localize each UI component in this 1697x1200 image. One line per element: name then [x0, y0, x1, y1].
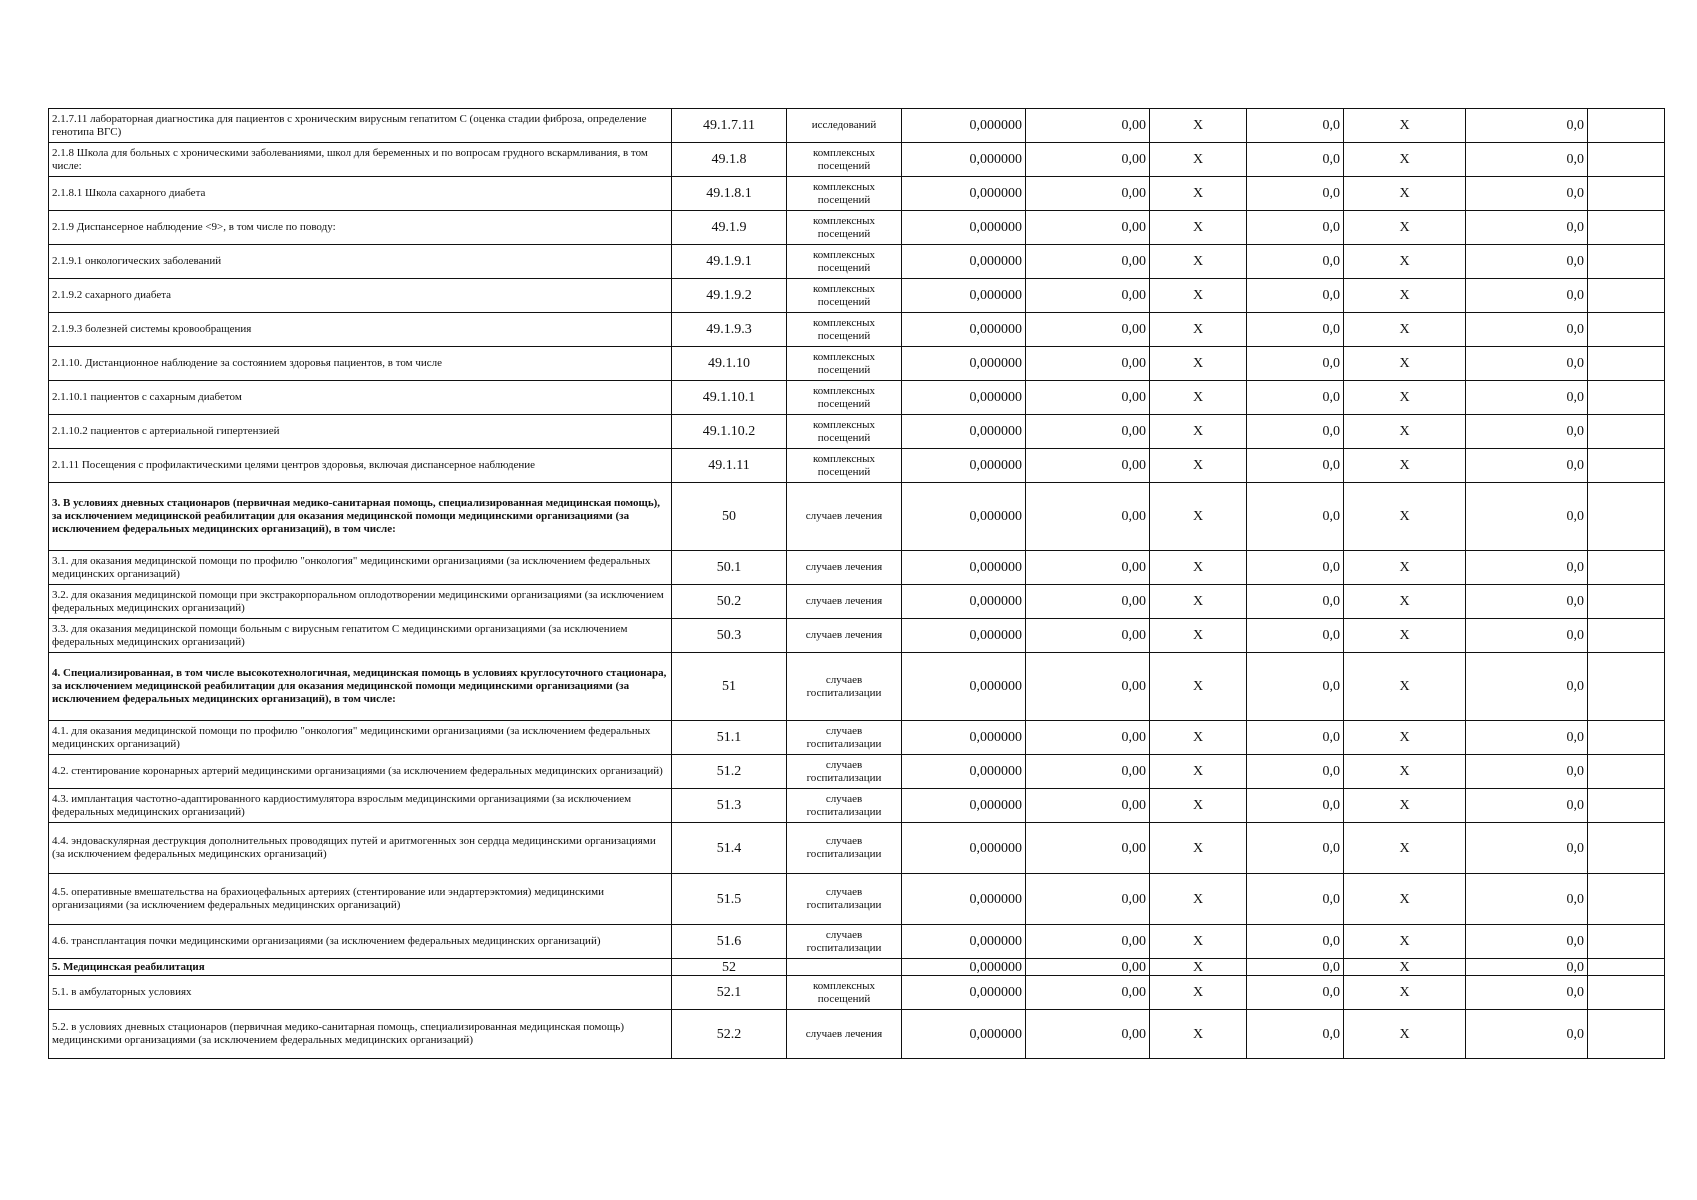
row-unit-cell: случаев госпитализации: [787, 823, 902, 874]
table-row: [49, 721, 1665, 755]
row-unit-cell: случаев госпитализации: [787, 653, 902, 721]
row-value-oms-cell: 0,0: [1466, 381, 1588, 415]
row-value-oms-cell: 0,0: [1466, 874, 1588, 925]
row-value-cost-cell: 0,00: [1026, 381, 1150, 415]
row-value-oms-cell: 0,0: [1466, 976, 1588, 1010]
row-empty-cell: [1588, 976, 1665, 1010]
data-table: [48, 108, 1665, 1059]
row-value-norm-cell: 0,000000: [902, 449, 1026, 483]
row-value-cost-cell: 0,00: [1026, 959, 1150, 976]
row-value-cost-cell: 0,00: [1026, 721, 1150, 755]
row-unit-cell: комплексных посещений: [787, 211, 902, 245]
row-x-mark-cell: X: [1344, 211, 1466, 245]
row-code-cell: 49.1.11: [672, 449, 787, 483]
row-name-cell: 4.2. стентирование коронарных артерий медицинскими организациями (за исключением федеральных медицинских организаций): [49, 755, 672, 789]
row-value-norm-cell: 0,000000: [902, 415, 1026, 449]
row-value-cost-cell: 0,00: [1026, 585, 1150, 619]
row-unit-cell: [787, 959, 902, 976]
row-x-mark-cell: X: [1344, 619, 1466, 653]
row-value-cost-cell: 0,00: [1026, 874, 1150, 925]
row-unit-cell: комплексных посещений: [787, 381, 902, 415]
row-value-cost-cell: 0,00: [1026, 755, 1150, 789]
row-code-cell: 49.1.9.3: [672, 313, 787, 347]
table-row: [49, 959, 1665, 976]
row-empty-cell: [1588, 381, 1665, 415]
row-empty-cell: [1588, 874, 1665, 925]
row-empty-cell: [1588, 449, 1665, 483]
row-name-cell: 4.3. имплантация частотно-адаптированного кардиостимулятора взрослым медицинскими организациями (за исключением федеральных медицинских организаций): [49, 789, 672, 823]
row-x-mark-cell: X: [1344, 653, 1466, 721]
row-empty-cell: [1588, 721, 1665, 755]
row-unit-cell: случаев лечения: [787, 483, 902, 551]
row-x-mark-cell: X: [1344, 925, 1466, 959]
row-x-mark-cell: X: [1150, 449, 1247, 483]
row-unit-cell: исследований: [787, 109, 902, 143]
row-value-norm-cell: 0,000000: [902, 381, 1026, 415]
row-value-cost-cell: 0,00: [1026, 109, 1150, 143]
row-value-oms-cell: 0,0: [1466, 313, 1588, 347]
row-value-norm-cell: 0,000000: [902, 585, 1026, 619]
row-value-cost-cell: 0,00: [1026, 449, 1150, 483]
row-x-mark-cell: X: [1150, 177, 1247, 211]
row-value-cost-cell: 0,00: [1026, 789, 1150, 823]
row-x-mark-cell: X: [1344, 415, 1466, 449]
row-x-mark-cell: X: [1344, 313, 1466, 347]
row-name-cell: 2.1.9 Диспансерное наблюдение <9>, в том числе по поводу:: [49, 211, 672, 245]
row-code-cell: 50.1: [672, 551, 787, 585]
row-empty-cell: [1588, 789, 1665, 823]
row-name-cell: 4.5. оперативные вмешательства на брахиоцефальных артериях (стентирование или эндартерэктомия) медицинскими организациями (за исключением федеральных медицинских организаций): [49, 874, 672, 925]
table-row: [49, 823, 1665, 874]
row-value-cost-cell: 0,00: [1026, 551, 1150, 585]
row-code-cell: 49.1.9.2: [672, 279, 787, 313]
row-value-cost-cell: 0,00: [1026, 415, 1150, 449]
row-name-cell: 3. В условиях дневных стационаров (первичная медико-санитарная помощь, специализированная медицинская помощь), за исключением медицинской реабилитации для оказания медицинской помощи медицинскими организациями (за исключением федеральных медицинских организаций), в том числе:: [49, 483, 672, 551]
row-empty-cell: [1588, 959, 1665, 976]
row-name-cell: 4. Специализированная, в том числе высокотехнологичная, медицинская помощь в условиях круглосуточного стационара, за исключением медицинской реабилитации для оказания медицинской помощи медицинскими организациями (за исключением федеральных медицинских организаций), в том числе:: [49, 653, 672, 721]
row-code-cell: 50.2: [672, 585, 787, 619]
row-code-cell: 51.4: [672, 823, 787, 874]
row-x-mark-cell: X: [1150, 619, 1247, 653]
row-name-cell: 4.4. эндоваскулярная деструкция дополнительных проводящих путей и аритмогенных зон сердца медицинскими организациями (за исключением федеральных медицинских организаций): [49, 823, 672, 874]
row-value-cost-cell: 0,00: [1026, 313, 1150, 347]
row-value-cost-cell: 0,00: [1026, 823, 1150, 874]
row-x-mark-cell: X: [1344, 585, 1466, 619]
row-unit-cell: комплексных посещений: [787, 279, 902, 313]
row-value-oms-cell: 0,0: [1466, 143, 1588, 177]
row-x-mark-cell: X: [1150, 245, 1247, 279]
row-code-cell: 49.1.10.1: [672, 381, 787, 415]
row-value-norm-cell: 0,000000: [902, 823, 1026, 874]
row-empty-cell: [1588, 619, 1665, 653]
row-value-norm-cell: 0,000000: [902, 313, 1026, 347]
row-x-mark-cell: X: [1344, 279, 1466, 313]
row-value-norm-cell: 0,000000: [902, 789, 1026, 823]
row-code-cell: 49.1.7.11: [672, 109, 787, 143]
table-row: [49, 449, 1665, 483]
row-unit-cell: случаев госпитализации: [787, 755, 902, 789]
row-x-mark-cell: X: [1344, 143, 1466, 177]
row-unit-cell: случаев госпитализации: [787, 874, 902, 925]
row-x-mark-cell: X: [1344, 551, 1466, 585]
row-unit-cell: комплексных посещений: [787, 313, 902, 347]
row-value-cost-cell: 0,00: [1026, 925, 1150, 959]
table-row: [49, 874, 1665, 925]
row-value-oms-cell: 0,0: [1466, 755, 1588, 789]
row-name-cell: 3.1. для оказания медицинской помощи по профилю "онкология" медицинскими организациями (за исключением федеральных медицинских организаций): [49, 551, 672, 585]
table-row: [49, 109, 1665, 143]
row-value-norm-cell: 0,000000: [902, 976, 1026, 1010]
row-value-cost-cell: 0,00: [1026, 483, 1150, 551]
row-value-norm-cell: 0,000000: [902, 211, 1026, 245]
row-value-norm-cell: 0,000000: [902, 551, 1026, 585]
row-value-cost-cell: 0,00: [1026, 177, 1150, 211]
row-value-norm-cell: 0,000000: [902, 347, 1026, 381]
row-x-mark-cell: X: [1344, 245, 1466, 279]
row-name-cell: 2.1.8.1 Школа сахарного диабета: [49, 177, 672, 211]
row-value-norm-cell: 0,000000: [902, 653, 1026, 721]
row-x-mark-cell: X: [1150, 211, 1247, 245]
row-empty-cell: [1588, 585, 1665, 619]
row-value-cost-cell: 0,00: [1026, 347, 1150, 381]
row-value-budget-cell: 0,0: [1247, 415, 1344, 449]
row-unit-cell: случаев госпитализации: [787, 925, 902, 959]
row-x-mark-cell: X: [1150, 823, 1247, 874]
row-value-budget-cell: 0,0: [1247, 143, 1344, 177]
row-x-mark-cell: X: [1150, 415, 1247, 449]
row-x-mark-cell: X: [1150, 381, 1247, 415]
row-name-cell: 2.1.9.2 сахарного диабета: [49, 279, 672, 313]
row-empty-cell: [1588, 245, 1665, 279]
table-row: [49, 483, 1665, 551]
row-value-oms-cell: 0,0: [1466, 347, 1588, 381]
row-name-cell: 2.1.9.1 онкологических заболеваний: [49, 245, 672, 279]
row-value-norm-cell: 0,000000: [902, 279, 1026, 313]
table-row: [49, 653, 1665, 721]
table-row: [49, 381, 1665, 415]
row-x-mark-cell: X: [1344, 381, 1466, 415]
row-name-cell: 4.6. трансплантация почки медицинскими организациями (за исключением федеральных медицинских организаций): [49, 925, 672, 959]
row-value-oms-cell: 0,0: [1466, 279, 1588, 313]
row-value-oms-cell: 0,0: [1466, 959, 1588, 976]
table-row: [49, 976, 1665, 1010]
table-row: [49, 143, 1665, 177]
row-value-budget-cell: 0,0: [1247, 959, 1344, 976]
row-value-cost-cell: 0,00: [1026, 619, 1150, 653]
row-empty-cell: [1588, 551, 1665, 585]
row-value-oms-cell: 0,0: [1466, 1010, 1588, 1059]
row-code-cell: 51.6: [672, 925, 787, 959]
row-x-mark-cell: X: [1150, 279, 1247, 313]
table-body: [49, 109, 1665, 1059]
row-unit-cell: случаев госпитализации: [787, 721, 902, 755]
table-row: [49, 551, 1665, 585]
row-value-oms-cell: 0,0: [1466, 109, 1588, 143]
row-value-norm-cell: 0,000000: [902, 619, 1026, 653]
row-x-mark-cell: X: [1344, 449, 1466, 483]
row-unit-cell: комплексных посещений: [787, 976, 902, 1010]
row-code-cell: 50: [672, 483, 787, 551]
table-row: [49, 279, 1665, 313]
row-empty-cell: [1588, 755, 1665, 789]
row-value-cost-cell: 0,00: [1026, 1010, 1150, 1059]
row-value-oms-cell: 0,0: [1466, 177, 1588, 211]
row-value-oms-cell: 0,0: [1466, 653, 1588, 721]
row-value-budget-cell: 0,0: [1247, 551, 1344, 585]
row-name-cell: 2.1.10.2 пациентов с артериальной гипертензией: [49, 415, 672, 449]
table-row: [49, 177, 1665, 211]
row-name-cell: 3.3. для оказания медицинской помощи больным с вирусным гепатитом С медицинскими организациями (за исключением федеральных медицинских организаций): [49, 619, 672, 653]
row-x-mark-cell: X: [1344, 976, 1466, 1010]
row-x-mark-cell: X: [1150, 1010, 1247, 1059]
row-value-norm-cell: 0,000000: [902, 1010, 1026, 1059]
row-unit-cell: комплексных посещений: [787, 143, 902, 177]
row-value-budget-cell: 0,0: [1247, 211, 1344, 245]
row-x-mark-cell: X: [1344, 959, 1466, 976]
row-value-budget-cell: 0,0: [1247, 313, 1344, 347]
row-empty-cell: [1588, 347, 1665, 381]
row-value-budget-cell: 0,0: [1247, 874, 1344, 925]
row-x-mark-cell: X: [1150, 959, 1247, 976]
row-value-budget-cell: 0,0: [1247, 721, 1344, 755]
row-x-mark-cell: X: [1150, 109, 1247, 143]
row-x-mark-cell: X: [1150, 755, 1247, 789]
row-name-cell: 4.1. для оказания медицинской помощи по профилю "онкология" медицинскими организациями (за исключением федеральных медицинских организаций): [49, 721, 672, 755]
row-value-norm-cell: 0,000000: [902, 959, 1026, 976]
row-value-norm-cell: 0,000000: [902, 143, 1026, 177]
table-row: [49, 619, 1665, 653]
row-code-cell: 51: [672, 653, 787, 721]
row-value-oms-cell: 0,0: [1466, 721, 1588, 755]
row-name-cell: 2.1.10.1 пациентов с сахарным диабетом: [49, 381, 672, 415]
table-row: [49, 585, 1665, 619]
row-code-cell: 51.1: [672, 721, 787, 755]
row-value-oms-cell: 0,0: [1466, 245, 1588, 279]
row-unit-cell: случаев лечения: [787, 585, 902, 619]
row-code-cell: 52.1: [672, 976, 787, 1010]
row-x-mark-cell: X: [1150, 789, 1247, 823]
row-code-cell: 49.1.9.1: [672, 245, 787, 279]
row-value-norm-cell: 0,000000: [902, 483, 1026, 551]
row-x-mark-cell: X: [1150, 925, 1247, 959]
table-row: [49, 347, 1665, 381]
row-x-mark-cell: X: [1150, 874, 1247, 925]
row-value-norm-cell: 0,000000: [902, 109, 1026, 143]
row-name-cell: 2.1.7.11 лабораторная диагностика для пациентов с хроническим вирусным гепатитом С (оценка стадии фиброза, определение генотипа ВГС): [49, 109, 672, 143]
row-unit-cell: комплексных посещений: [787, 347, 902, 381]
row-unit-cell: случаев лечения: [787, 551, 902, 585]
row-name-cell: 2.1.8 Школа для больных с хроническими заболеваниями, школ для беременных и по вопросам грудного вскармливания, в том числе:: [49, 143, 672, 177]
row-value-budget-cell: 0,0: [1247, 279, 1344, 313]
table-row: [49, 755, 1665, 789]
row-value-cost-cell: 0,00: [1026, 976, 1150, 1010]
row-empty-cell: [1588, 109, 1665, 143]
row-code-cell: 49.1.10: [672, 347, 787, 381]
row-code-cell: 50.3: [672, 619, 787, 653]
row-code-cell: 49.1.10.2: [672, 415, 787, 449]
row-value-oms-cell: 0,0: [1466, 585, 1588, 619]
row-empty-cell: [1588, 653, 1665, 721]
row-empty-cell: [1588, 279, 1665, 313]
table-row: [49, 415, 1665, 449]
row-value-cost-cell: 0,00: [1026, 211, 1150, 245]
row-value-budget-cell: 0,0: [1247, 177, 1344, 211]
row-unit-cell: комплексных посещений: [787, 245, 902, 279]
row-x-mark-cell: X: [1150, 483, 1247, 551]
row-x-mark-cell: X: [1344, 1010, 1466, 1059]
row-empty-cell: [1588, 823, 1665, 874]
row-code-cell: 51.3: [672, 789, 787, 823]
row-unit-cell: случаев лечения: [787, 619, 902, 653]
row-x-mark-cell: X: [1344, 347, 1466, 381]
row-unit-cell: комплексных посещений: [787, 449, 902, 483]
row-value-oms-cell: 0,0: [1466, 619, 1588, 653]
row-value-budget-cell: 0,0: [1247, 976, 1344, 1010]
row-value-budget-cell: 0,0: [1247, 449, 1344, 483]
row-unit-cell: случаев госпитализации: [787, 789, 902, 823]
row-value-budget-cell: 0,0: [1247, 823, 1344, 874]
row-code-cell: 52.2: [672, 1010, 787, 1059]
row-unit-cell: комплексных посещений: [787, 177, 902, 211]
row-value-budget-cell: 0,0: [1247, 109, 1344, 143]
row-empty-cell: [1588, 313, 1665, 347]
row-code-cell: 51.5: [672, 874, 787, 925]
row-empty-cell: [1588, 177, 1665, 211]
row-value-norm-cell: 0,000000: [902, 755, 1026, 789]
row-value-oms-cell: 0,0: [1466, 483, 1588, 551]
row-name-cell: 3.2. для оказания медицинской помощи при экстракорпоральном оплодотворении медицинскими организациями (за исключением федеральных медицинских организаций): [49, 585, 672, 619]
table-row: [49, 789, 1665, 823]
row-name-cell: 2.1.9.3 болезней системы кровообращения: [49, 313, 672, 347]
row-empty-cell: [1588, 1010, 1665, 1059]
row-name-cell: 2.1.11 Посещения с профилактическими целями центров здоровья, включая диспансерное наблюдение: [49, 449, 672, 483]
table-row: [49, 313, 1665, 347]
row-value-budget-cell: 0,0: [1247, 653, 1344, 721]
table-row: [49, 211, 1665, 245]
row-code-cell: 52: [672, 959, 787, 976]
row-value-cost-cell: 0,00: [1026, 143, 1150, 177]
row-value-norm-cell: 0,000000: [902, 177, 1026, 211]
row-code-cell: 51.2: [672, 755, 787, 789]
row-value-oms-cell: 0,0: [1466, 449, 1588, 483]
row-value-norm-cell: 0,000000: [902, 925, 1026, 959]
row-name-cell: 5. Медицинская реабилитация: [49, 959, 672, 976]
row-empty-cell: [1588, 483, 1665, 551]
row-value-oms-cell: 0,0: [1466, 415, 1588, 449]
row-name-cell: 2.1.10. Дистанционное наблюдение за состоянием здоровья пациентов, в том числе: [49, 347, 672, 381]
row-name-cell: 5.2. в условиях дневных стационаров (первичная медико-санитарная помощь, специализированная медицинская помощь) медицинскими организациями (за исключением федеральных медицинских организаций): [49, 1010, 672, 1059]
row-value-oms-cell: 0,0: [1466, 551, 1588, 585]
table-row: [49, 925, 1665, 959]
row-x-mark-cell: X: [1344, 483, 1466, 551]
row-value-oms-cell: 0,0: [1466, 823, 1588, 874]
row-code-cell: 49.1.8: [672, 143, 787, 177]
row-value-budget-cell: 0,0: [1247, 245, 1344, 279]
row-x-mark-cell: X: [1344, 721, 1466, 755]
row-value-budget-cell: 0,0: [1247, 585, 1344, 619]
row-x-mark-cell: X: [1150, 143, 1247, 177]
row-code-cell: 49.1.9: [672, 211, 787, 245]
row-code-cell: 49.1.8.1: [672, 177, 787, 211]
row-value-norm-cell: 0,000000: [902, 721, 1026, 755]
row-value-norm-cell: 0,000000: [902, 245, 1026, 279]
row-x-mark-cell: X: [1150, 976, 1247, 1010]
row-value-budget-cell: 0,0: [1247, 619, 1344, 653]
row-value-cost-cell: 0,00: [1026, 653, 1150, 721]
row-empty-cell: [1588, 925, 1665, 959]
row-value-cost-cell: 0,00: [1026, 279, 1150, 313]
row-unit-cell: случаев лечения: [787, 1010, 902, 1059]
row-value-cost-cell: 0,00: [1026, 245, 1150, 279]
row-x-mark-cell: X: [1150, 721, 1247, 755]
row-x-mark-cell: X: [1344, 177, 1466, 211]
row-value-budget-cell: 0,0: [1247, 925, 1344, 959]
row-x-mark-cell: X: [1150, 585, 1247, 619]
row-x-mark-cell: X: [1150, 551, 1247, 585]
table-row: [49, 245, 1665, 279]
row-value-budget-cell: 0,0: [1247, 755, 1344, 789]
row-value-budget-cell: 0,0: [1247, 483, 1344, 551]
row-value-budget-cell: 0,0: [1247, 381, 1344, 415]
row-value-oms-cell: 0,0: [1466, 789, 1588, 823]
row-x-mark-cell: X: [1150, 313, 1247, 347]
row-name-cell: 5.1. в амбулаторных условиях: [49, 976, 672, 1010]
row-value-oms-cell: 0,0: [1466, 925, 1588, 959]
row-x-mark-cell: X: [1344, 755, 1466, 789]
row-empty-cell: [1588, 143, 1665, 177]
table-row: [49, 1010, 1665, 1059]
row-empty-cell: [1588, 415, 1665, 449]
row-value-norm-cell: 0,000000: [902, 874, 1026, 925]
row-unit-cell: комплексных посещений: [787, 415, 902, 449]
row-x-mark-cell: X: [1344, 874, 1466, 925]
row-value-budget-cell: 0,0: [1247, 789, 1344, 823]
row-x-mark-cell: X: [1150, 653, 1247, 721]
row-value-budget-cell: 0,0: [1247, 347, 1344, 381]
row-value-budget-cell: 0,0: [1247, 1010, 1344, 1059]
row-value-oms-cell: 0,0: [1466, 211, 1588, 245]
row-x-mark-cell: X: [1344, 789, 1466, 823]
row-x-mark-cell: X: [1344, 109, 1466, 143]
row-empty-cell: [1588, 211, 1665, 245]
row-x-mark-cell: X: [1150, 347, 1247, 381]
row-x-mark-cell: X: [1344, 823, 1466, 874]
